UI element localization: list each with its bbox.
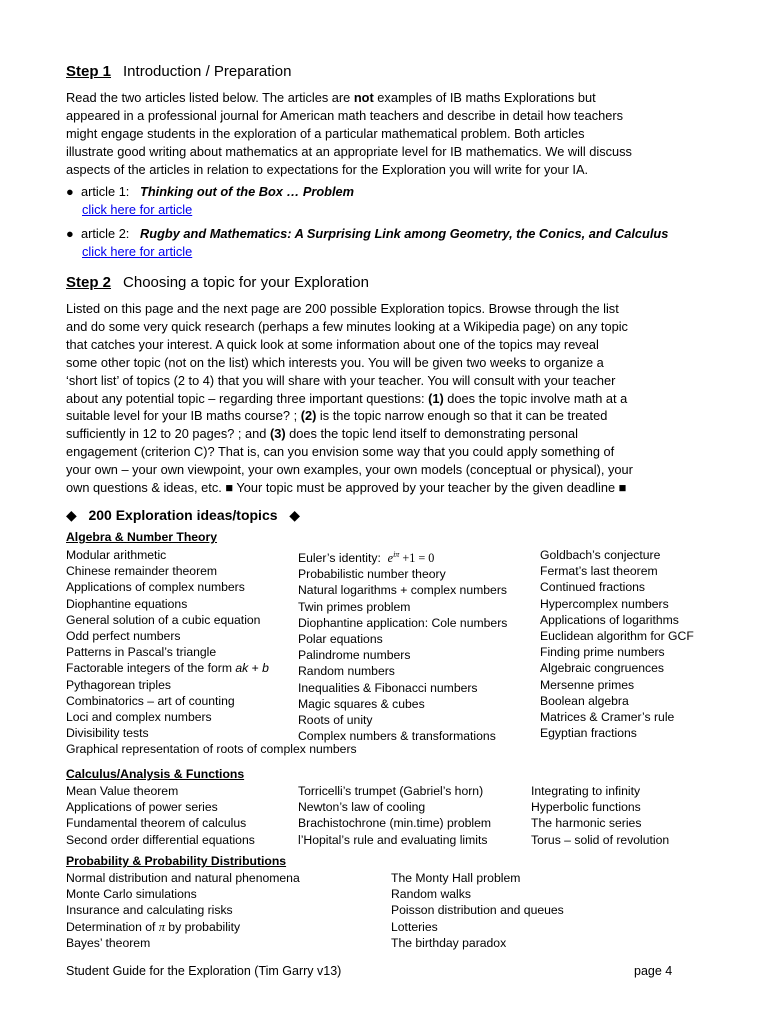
topic-item: Diophantine application: Cole numbers — [298, 615, 508, 630]
topic-item: The harmonic series — [531, 816, 642, 831]
topic-item: Roots of unity — [298, 713, 373, 728]
step1-label: Step 1 — [66, 63, 112, 80]
page-number: page 4 — [634, 964, 673, 978]
topic-item: General solution of a cubic equation — [66, 612, 261, 627]
square-icon: ■ — [225, 480, 234, 496]
article-label: article 2: — [81, 226, 130, 241]
topic-item: Poisson distribution and queues — [391, 903, 564, 918]
step1-paragraph — [66, 89, 706, 179]
article-1-item — [66, 184, 354, 199]
text-line: might engage students in the exploration of a particular mathematical problem. Both articles — [66, 125, 585, 141]
text: own questions & ideas, etc. — [66, 480, 226, 496]
topic-item: Magic squares & cubes — [298, 696, 425, 711]
question-marker: (1) — [428, 390, 444, 406]
emphasis-not: not — [353, 90, 374, 105]
step2-label: Step 2 — [66, 274, 112, 291]
topic-item: Random numbers — [298, 664, 395, 679]
square-icon: ■ — [618, 480, 627, 496]
calculus-col3 — [531, 783, 669, 848]
text: Read the two articles listed below. The articles are — [66, 90, 354, 105]
algebra-col3 — [540, 547, 694, 741]
topic-item: Integrating to infinity — [531, 784, 641, 798]
math-var: ak — [235, 661, 249, 676]
text-line: illustrate good writing about mathematics at an appropriate level for IB mathematics. We will discuss — [66, 143, 632, 159]
text: does the topic involve math at a — [443, 390, 628, 406]
topic-item: Applications of complex numbers — [66, 580, 245, 595]
topic-item: Combinatorics – art of counting — [66, 693, 235, 708]
ideas-heading — [66, 507, 300, 524]
text-line: Listed on this page and the next page are 200 possible Exploration topics. Browse through the list — [66, 301, 619, 316]
text-line: aspects of the articles in relation to expectations for the Exploration you will write for your IA. — [66, 161, 589, 177]
topic-item: Modular arithmetic — [66, 548, 167, 562]
topic-item: Twin primes problem — [298, 599, 411, 614]
article-title: Thinking out of the Box … Problem — [140, 184, 355, 199]
text: about any potential topic – regarding three important questions: — [66, 390, 429, 406]
topic-item: Hypercomplex numbers — [540, 596, 669, 611]
algebra-col2 — [298, 547, 507, 745]
text: does the topic lend itself to demonstrating personal — [285, 426, 578, 442]
ideas-title: 200 Exploration ideas/topics — [88, 507, 278, 523]
text-line: appeared in a professional journal for American math teachers and describe in detail how teachers — [66, 107, 623, 123]
calculus-col1 — [66, 783, 255, 848]
text-line: ‘short list’ of topics (2 to 4) that you will share with your teacher. You will consult with your teacher — [66, 372, 616, 388]
text-line: engagement (criterion C)? That is, can you envision some way that you could apply something of — [66, 444, 615, 460]
topic-item: Newton’s law of cooling — [298, 800, 426, 815]
article-2-item — [66, 226, 668, 241]
topic-item: Patterns in Pascal’s triangle — [66, 645, 217, 660]
text: Your topic must be approved by your teacher by the given deadline — [233, 480, 619, 496]
step1-heading — [66, 63, 291, 80]
probability-heading: Probability & Probability Distributions — [66, 854, 287, 868]
topic-item: Mersenne primes — [540, 677, 635, 692]
math-rest: +1 = 0 — [399, 551, 435, 566]
math-exponent: iπ — [393, 550, 400, 559]
topic-item: Bayes’ theorem — [66, 935, 151, 950]
topic-item: Natural logarithms + complex numbers — [298, 583, 507, 598]
topic-item: Finding prime numbers — [540, 645, 665, 660]
text: sufficiently in 12 to 20 pages? ; and — [66, 426, 270, 442]
topic-item: Polar equations — [298, 632, 383, 647]
text-line: that catches your interest. A quick look at some information about one of the topics may reveal — [66, 336, 599, 352]
topic-item: Divisibility tests — [66, 726, 149, 741]
text: + — [248, 661, 263, 676]
question-marker: (3) — [269, 426, 286, 442]
pi-symbol: π — [158, 919, 165, 934]
topic-item: Fundamental theorem of calculus — [66, 816, 247, 831]
topic-item: Loci and complex numbers — [66, 710, 212, 725]
text: examples of IB maths Explorations but — [373, 90, 596, 105]
topic-item: Applications of power series — [66, 800, 218, 815]
topic-item: Egyptian fractions — [540, 726, 637, 741]
topic-item: Boolean algebra — [540, 693, 629, 708]
topic-item: Chinese remainder theorem — [66, 564, 218, 579]
topic-item: Matrices & Cramer’s rule — [540, 710, 675, 725]
topic-item: Monte Carlo simulations — [66, 887, 197, 902]
step2-paragraph — [66, 300, 706, 497]
topic-item: The Monty Hall problem — [391, 871, 521, 885]
topic-item: Torus – solid of revolution — [531, 832, 670, 847]
text: suitable level for your IB maths course? ; — [66, 408, 301, 424]
topic-item: Lotteries — [391, 919, 438, 934]
topic-item: Mean Value theorem — [66, 784, 179, 798]
topic-item: Brachistochrone (min.time) problem — [298, 816, 492, 831]
topic-item: Complex numbers & transformations — [298, 729, 496, 744]
topic-item: Probabilistic number theory — [298, 567, 446, 582]
article-1-link[interactable]: click here for article — [82, 202, 193, 217]
diamond-icon: ◆ — [66, 507, 77, 523]
topic-item: Random walks — [391, 887, 471, 902]
topic-item: Inequalities & Fibonacci numbers — [298, 680, 478, 695]
step2-heading — [66, 274, 369, 291]
text: Euler’s identity: — [298, 551, 381, 566]
topic-item: Fermat’s last theorem — [540, 564, 658, 579]
probability-col1 — [66, 870, 300, 951]
topic-item: Euclidean algorithm for GCF — [540, 629, 694, 644]
bullet-icon: ● — [66, 184, 74, 199]
topic-item: Graphical representation of roots of complex numbers — [66, 742, 357, 757]
topic-item: Palindrome numbers — [298, 648, 411, 663]
article-label: article 1: — [81, 184, 130, 199]
topic-item — [66, 919, 300, 935]
euler-formula — [388, 551, 435, 565]
topic-item: Insurance and calculating risks — [66, 903, 233, 918]
topic-item: l’Hopital’s rule and evaluating limits — [298, 832, 488, 847]
bullet-icon: ● — [66, 226, 74, 241]
diamond-icon: ◆ — [289, 507, 300, 523]
step2-title: Choosing a topic for your Exploration — [123, 274, 369, 291]
calculus-heading: Calculus/Analysis & Functions — [66, 767, 245, 781]
topic-item — [298, 547, 507, 566]
topic-item: Hyperbolic functions — [531, 800, 641, 815]
text-line: some other topic (not on the list) which interests you. You will be given two weeks to organize a — [66, 354, 604, 370]
topic-item: Goldbach’s conjecture — [540, 548, 661, 562]
math-var: b — [262, 661, 269, 676]
probability-col2 — [391, 870, 564, 951]
topic-item: Pythagorean triples — [66, 677, 172, 692]
topic-item: Odd perfect numbers — [66, 629, 181, 644]
topic-item: Diophantine equations — [66, 596, 188, 611]
topic-item: The birthday paradox — [391, 935, 507, 950]
algebra-heading: Algebra & Number Theory — [66, 530, 218, 544]
article-title: Rugby and Mathematics: A Surprising Link among Geometry, the Conics, and Calculus — [140, 226, 669, 241]
topic-item: Algebraic congruences — [540, 661, 664, 676]
math-e: e — [387, 551, 394, 566]
footer-title: Student Guide for the Exploration (Tim Garry v13) — [66, 964, 342, 978]
text: is the topic narrow enough so that it can be treated — [316, 408, 608, 424]
question-marker: (2) — [300, 408, 317, 424]
topic-item: Continued fractions — [540, 580, 646, 595]
text: by probability — [164, 919, 241, 934]
calculus-col2 — [298, 783, 491, 848]
topic-item: Second order differential equations — [66, 832, 255, 847]
step1-title: Introduction / Preparation — [123, 63, 292, 80]
article-2-link[interactable]: click here for article — [82, 244, 193, 259]
topic-item: Applications of logarithms — [540, 612, 679, 627]
text-line: your own – your own viewpoint, your own examples, your own models (conceptual or physical), your — [66, 462, 633, 478]
text: Factorable integers of the form — [66, 661, 236, 676]
topic-item: Torricelli’s trumpet (Gabriel’s horn) — [298, 784, 484, 798]
text-line: and do some very quick research (perhaps a few minutes looking at a Wikipedia page) on any topic — [66, 318, 628, 334]
topic-item: Normal distribution and natural phenomena — [66, 871, 300, 885]
text: Determination of — [66, 919, 159, 934]
